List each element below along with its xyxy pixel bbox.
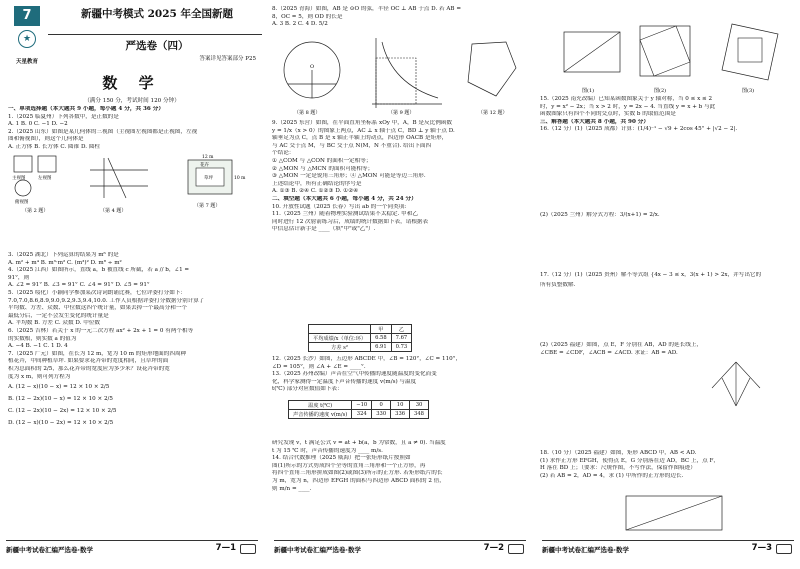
question-text: 8.（2025 青海）如图，AB 是 ⊙O 的弦，半径 OC ⊥ AB 于点 D. 若 AB = [272,6,462,12]
question-text: 7.（2025 广元）如图，在长为 12 m，宽为 10 m 的矩形地面的四周种 [8,350,187,357]
fig-caption-2: 图(2) [654,88,667,94]
fig-caption-q2: （第 2 题） [22,208,49,214]
table-q11: 甲 乙 平均成绩/x（单位:环） 6.58 7.67 方差 s² 6.91 0.73 [308,324,412,352]
footer-logo-icon [508,544,524,554]
footer-2 [274,540,526,555]
fig-caption-1: 图(1) [582,88,595,94]
pentagon-abcde [468,42,516,96]
question-text: 研究发现 v，t 满足公式 v = at + b(a，b 为常数，且 a ≠ 0). 当温度 [272,440,446,446]
fig-caption-q8: （第 8 题） [294,110,321,116]
options-line: A. 1 B. 0 C. −1 D. −2 [8,121,68,128]
options-line: A. ①③ B. ②④ C. ①②③ D. ①②④ [272,188,359,195]
footer-1 [6,540,258,555]
publisher-logo: ★ 天星教育 [8,30,46,58]
conclusion-3-4: ③ △MON 一定是锐角三角形；④ △MON 可能是等边三角形. [272,173,426,180]
line-bc [722,378,736,406]
column-2-questions [272,6,528,29]
column-1-questions [8,106,260,152]
table-q13: 温度 t(℃) −10 0 10 30 声音传播的速度 v(m/s) 324 330 336 348 [288,400,429,419]
paper-title: 新疆中考模式 2025 年全国新题 [80,8,234,20]
footer-series: 新疆中考试卷汇编严选卷·数学 [6,546,93,554]
column-2-questions-cont [272,120,528,234]
question-text: (2)（2025 福建）如图，点 E，F 分别在 AB，AD 的延长线上， [540,342,702,348]
page-3 [536,0,800,569]
figures-q14 [542,20,794,96]
figures-q2-q4-q7 [8,152,260,214]
footer-3 [542,540,794,555]
question-text: t(℃) 部分对应数值如下表： [272,386,343,393]
question-text: 5.（2025 绥化）小颖同学参加某次诗词朗诵比赛，七位评委打分如下： [8,289,186,296]
question-text: 10. 开放性试题（2025 长春）写出 ab 的一个同类项: [272,203,407,210]
footer-logo-icon [776,544,792,554]
flower-label: 花卉 [200,163,209,168]
rect-oacb [376,58,416,104]
lawn-label: 草坪 [204,176,213,181]
footer-series: 新疆中考试卷汇编严选卷·数学 [542,546,629,554]
question-text: 13.（2025 苏州改编）声音在空气中传播的速度随温度的变化而变 [272,371,437,378]
fig-caption-q4: （第 4 题） [100,208,127,214]
option-d: D. (12 − x)(10 − 2x) = 12 × 10 × 2/5 [8,420,114,427]
answer-note: 答案详见答案部分 P25 [199,56,256,62]
question-text: 个结论： [272,150,295,157]
question-text: 4.（2025 江西）如图所示，直线 a，b 被直线 c 所截，若 a // b，∠1 = [8,267,190,274]
figure-2-square [640,26,690,76]
question-text: 积为总面积的 2/5，那么花卉带的宽度应为多少米？设花卉带的宽 [8,365,170,372]
question-text: 16.（12 分）(1)（2025 成都）计算：(1/4)⁻¹ − √9 + 2cos 45° + |√2 − 2|. [540,126,738,133]
fig-caption-q9: （第 9 题） [388,110,415,116]
options-line: A. 3 B. 2 C. 4 D. 5/2 [272,21,328,28]
figures-q8-q9-q12 [272,34,528,116]
question-text: 1.（2025 临夏州）下列各数中，是正数的是 [8,113,119,120]
left-view-label: 左视图 [38,176,52,181]
question-text: 图和俯视图），则这个几何体是 [8,136,84,143]
line-dc [736,378,750,406]
question-text: ∠D = 105°，则 ∠A + ∠E = ____°. [272,363,366,370]
options-line: A. 正方体 B. 长方体 C. 圆锥 D. 圆柱 [8,143,101,150]
question-text: 为 m，宽为 n，四边形 EFGH 的面积与四边形 ABCD 面积的 2 倍， [272,477,445,484]
column-2-questions-q12-q13 [272,356,528,394]
question-text: 与 AC 交于点 M，与 BC 交于点 N(M，N 不重合). 给出下面四 [272,142,432,149]
star-icon: ★ [18,30,36,48]
question-text: 12.（2025 长沙）如图，五边形 ABCDE 中，∠B = 120°，∠C = 110°， [272,356,462,362]
question-text: 3.（2025 湖北）下列运算的结果为 m⁶ 的是 [8,252,119,258]
option-a: A. (12 − x)(10 − x) = 12 × 10 × 2/5 [8,384,110,391]
front-view-shape [14,156,32,172]
question-text: 9.（2025 东营）如图，在平面直角坐标系 xOy 中，A，B 是反比例函数 [272,120,452,126]
options-line: A. 平均数 B. 方差 C. 众数 D. 中位数 [8,320,101,327]
section-heading: 一、单项选择题（本大题共 9 小题，每小题 4 分，共 36 分） [8,106,164,112]
line-c [108,158,126,198]
page-2 [268,0,532,569]
point-o: O [310,64,315,70]
question-text: t 为 15 ℃ 时，声音传播的速度为 ____ m/s. [272,447,383,454]
column-3-questions-q18 [540,450,796,480]
conclusion-1: ① △COM 与 △CON 的面积一定相等； [272,157,372,164]
figure-1-diagonal [564,32,620,72]
exam-info: （满分 150 分，考试时间 120 分钟） [84,98,180,104]
question-text: 时，y = x² − 2x；当 x > 2 时，y = 2x − 4. 当直线 y = x + b 与此 [540,103,716,110]
question-text: 6.（2025 吉林）若关于 x 的一元二次方程 ax² + 2x + 1 = 0 有两个相等 [8,327,194,334]
fig-caption-3: 图(3) [742,88,755,94]
figure-2-inner [640,26,690,76]
question-text: (1) 求作正方形 EFGH，使得点 E，G 分别落在边 AD，BC 上，点 F， [540,457,720,464]
option-b: B. (12 − 2x)(10 − x) = 12 × 10 × 2/5 [8,396,113,403]
question-text: 的实数根，则实数 a 的值为 [8,335,77,342]
fig-caption-q7: （第 7 题） [194,203,221,209]
question-text: 11.（2025 兰州）随着物理实验测试结果不太稳定. 甲和乙 [272,211,418,218]
options-line: A. ∠2 = 91° B. ∠3 = 91° C. ∠4 = 91° D. ∠5 = 91° [8,282,150,289]
question-text: 14. 结合代数推理（2025 威海）把一张矩形纸片按照如 [272,455,411,462]
question-text: 所有负整数解. [540,282,576,288]
question-text: (2) 若 AB = 2，AD = 4，求 (1) 中所作的正方形的边长. [540,472,684,479]
page-1 [0,0,264,569]
figure-3-inner [738,38,762,62]
question-text: 最低分后，一定不会发生变化的统计量是 [8,312,109,319]
question-text: 将四个直角三角形拼成如图(2)或图(3)所示的正方形. 若矩形纸片的长 [272,470,443,477]
question-text: 17.（12 分）(1)（2025 贵州）解不等式组 {4x − 3 ≤ x，3(x + 1) > 2x，并写出它的 [540,272,762,278]
question-text: 15.（2025 南充改编）已知某函数图象关于 y 轴对称，当 0 ≤ x ≤ 2 [540,96,713,102]
question-text: 轴垂足为点 C，点 B 是 x 轴正半轴上的动点，四边形 OACB 是矩形， [272,135,448,142]
question-text: y = 1/x（x > 0）的图象上两点，AC ⊥ x 轴于点 C，BD ⊥ y 轴于点 D. [272,127,455,134]
question-text: 植花卉，中间种植草坪. 如果要求花卉带的宽度相同，且草坪的面 [8,358,169,365]
question-text: H 落在 BD 上；（要求：尺规作图，不写作法，保留作图痕迹） [540,465,696,472]
page-number: 7—1 [215,543,236,553]
line-ab [712,362,736,388]
column-3-questions [540,96,796,134]
top-view-label: 俯视图 [15,200,29,205]
question-text: (2)（2025 兰州）解分式方程：3/(x+1) = 2/x. [540,212,660,218]
hyperbola [382,42,438,98]
header [4,4,260,65]
section-heading: 三、解答题（本大题共 8 小题，共 90 分） [540,118,649,125]
conclusion-2: ② △MON 与 △MCN 的面积可能相等； [272,165,374,172]
question-text: 平均数、方差、众数、中位数这四个统计量，如果去掉一个最高分和一个 [8,305,188,312]
column-1-questions-cont [8,252,260,429]
paper-number-badge: 7 [14,6,40,26]
paper-subtitle: 严选卷（四） [125,40,189,52]
line-ad [736,362,760,388]
page-number: 7—3 [751,543,772,553]
fig-caption-q12: （第 12 题） [478,110,508,116]
question-text: ∠CBE = ∠CDF，∠ACB = ∠ACD. 求证：AB = AD. [540,350,678,356]
question-text: 91°，则 [8,274,30,281]
question-text: 8，OC = 5，则 OD 的长是 [272,13,343,20]
figure-3-square [722,24,778,80]
question-text: 同时进行 12 次射箭练习后，成绩的统计数据如下表，请根据表 [272,218,429,225]
footer-series: 新疆中考试卷汇编严选卷·数学 [274,546,361,554]
figure-q17 [706,360,766,410]
question-text: 化，科学家测得一定温度下声音传播的速度 v(m/s) 与温度 [272,378,417,385]
question-text: 则 m/n = ____. [272,485,312,492]
section-heading: 二、填空题（本大题共 6 小题，每小题 4 分，共 24 分） [272,195,417,202]
left-view-shape [38,156,56,172]
options-line: A. −4 B. −1 C. 1 D. 4 [8,343,68,350]
front-view-label: 主视图 [12,176,26,181]
page-number: 7—2 [483,543,504,553]
question-text: 度为 x m，则可列方程为 [8,373,71,380]
figure-q18 [620,492,730,538]
question-text: 中信息估计新手是 ____（填"甲"或"乙"）. [272,226,376,233]
question-text: 18.（10 分）（2025 福建）如图，矩形 ABCD 中，AB < AD. [540,450,697,456]
diagonal-bd [626,496,722,530]
top-view-shape [15,180,31,196]
title-divider [48,34,262,35]
question-text: 7.0,7.0,8.6,8.9,9.0,9.2,9.3,9.4,10.0. 工作人员根据评委打分数据分别计算了 [8,297,205,304]
question-text: 上述结论中，所有正确结论的序号是 [272,180,362,187]
subject-title: 数 学 [102,74,162,92]
column-2-questions-q13-q14 [272,440,528,493]
length-label: 12 m [202,155,214,160]
width-label: 10 m [234,176,246,181]
option-c: C. (12 − 2x)(10 − 2x) = 12 × 10 × 2/5 [8,408,117,415]
footer-logo-icon [240,544,256,554]
question-text: 2.（2025 山东）如图是某几何体的三视图（主视图左视图都是正视图，左视 [8,128,198,135]
question-text: 函数图象只有四个不同的交点时，实数 b 的取值范围是 [540,111,676,118]
question-text: 图(1)所示的方式剪成四个全等的直角三角形和一个正方形，再 [272,462,426,469]
options-line: A. m² + m⁴ B. m³·m² C. (m³)² D. m⁸ ÷ m² [8,259,122,266]
